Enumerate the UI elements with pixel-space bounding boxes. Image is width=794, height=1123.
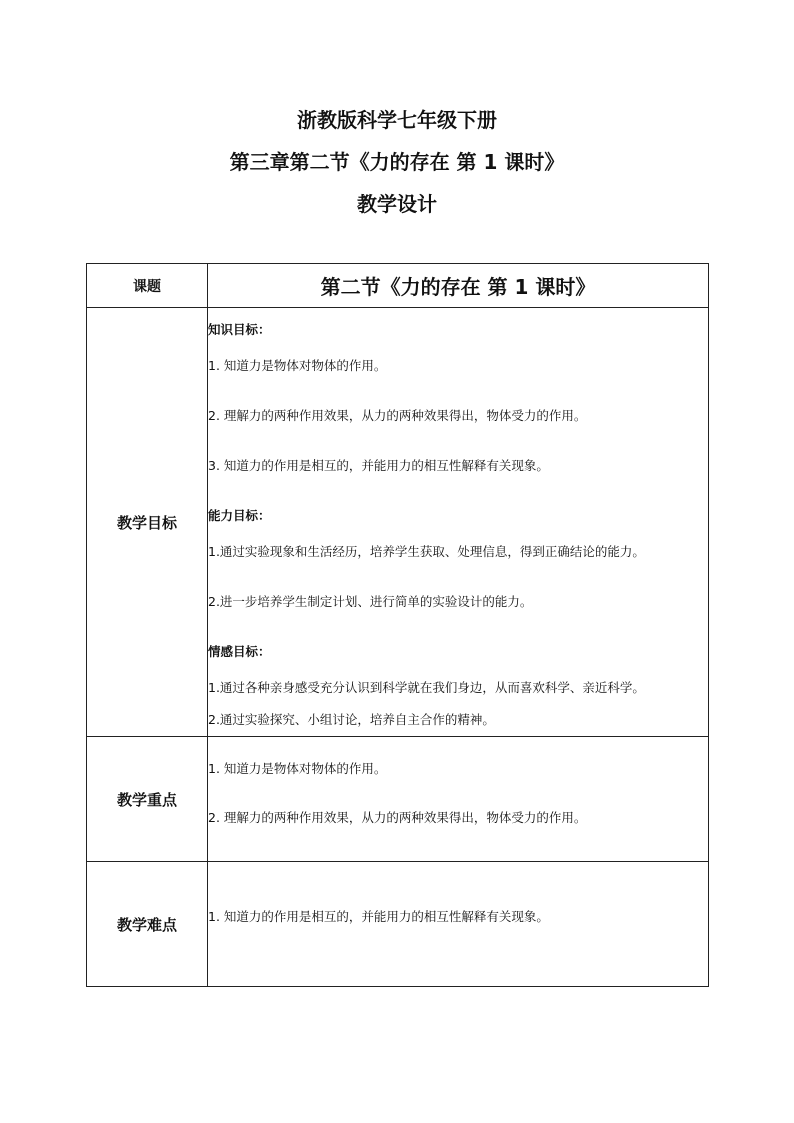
ability-goal-item: 2.进一步培养学生制定计划、进行简单的实验设计的能力。 xyxy=(208,594,533,609)
table-row-goals xyxy=(87,308,709,737)
knowledge-goal-item: 1. 知道力是物体对物体的作用。 xyxy=(208,358,387,373)
document-type-heading: 教学设计 xyxy=(357,192,437,216)
ability-goals-heading: 能力目标： xyxy=(208,508,271,523)
goals-content xyxy=(208,308,709,737)
goals-label: 教学目标 xyxy=(87,308,208,737)
emotion-goal-item: 1.通过各种亲身感受充分认识到科学就在我们身边，从而喜欢科学、亲近科学。 xyxy=(208,680,645,695)
knowledge-goal-item: 3. 知道力的作用是相互的，并能用力的相互性解释有关现象。 xyxy=(208,458,549,473)
emotion-goals-heading: 情感目标： xyxy=(208,644,271,659)
knowledge-goals-heading: 知识目标： xyxy=(208,322,271,337)
document-subtitle: 第三章第二节《力的存在 第 1 课时》 xyxy=(229,150,565,174)
lesson-plan-table xyxy=(86,263,709,987)
difficult-point-item: 1. 知道力的作用是相互的，并能用力的相互性解释有关现象。 xyxy=(208,909,549,924)
topic-value: 第二节《力的存在 第 1 课时》 xyxy=(208,264,709,308)
table-row-topic xyxy=(87,264,709,308)
ability-goal-item: 1.通过实验现象和生活经历，培养学生获取、处理信息，得到正确结论的能力。 xyxy=(208,544,645,559)
table-row-difficult-points xyxy=(87,862,709,987)
key-points-content xyxy=(208,737,709,862)
emotion-goal-item: 2.通过实验探究、小组讨论，培养自主合作的精神。 xyxy=(208,712,495,727)
difficult-points-label: 教学难点 xyxy=(87,862,208,987)
key-point-item: 1. 知道力是物体对物体的作用。 xyxy=(208,761,387,776)
difficult-points-content xyxy=(208,862,709,987)
knowledge-goal-item: 2. 理解力的两种作用效果，从力的两种效果得出，物体受力的作用。 xyxy=(208,408,587,423)
key-points-label: 教学重点 xyxy=(87,737,208,862)
key-point-item: 2. 理解力的两种作用效果，从力的两种效果得出，物体受力的作用。 xyxy=(208,810,587,825)
document-title: 浙教版科学七年级下册 xyxy=(297,108,497,132)
topic-label: 课题 xyxy=(87,264,208,308)
table-row-key-points xyxy=(87,737,709,862)
